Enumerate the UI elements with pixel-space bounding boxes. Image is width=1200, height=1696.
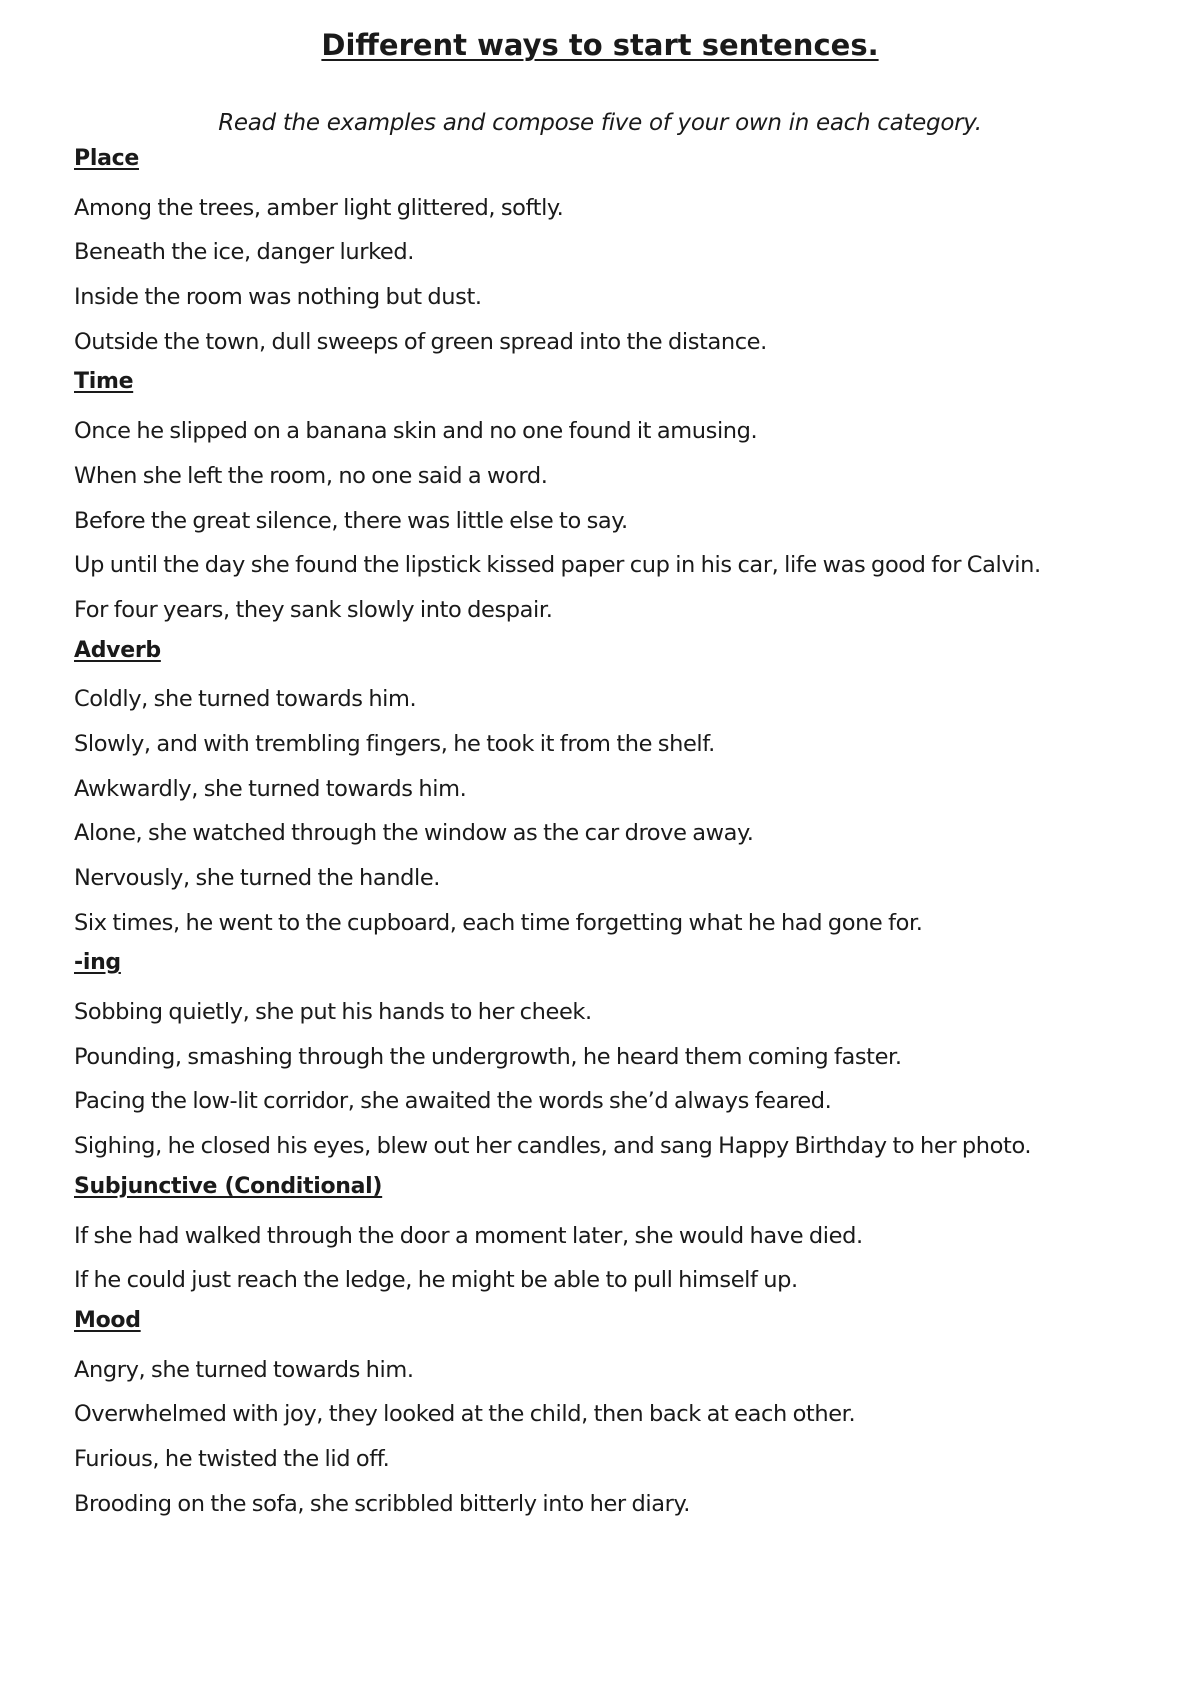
instructions: Read the examples and compose five of your own in each category. (218, 110, 982, 136)
section-heading: Adverb (74, 637, 161, 663)
example-sentence: Sighing, he closed his eyes, blew out her candles, and sang Happy Birthday to her photo. (74, 1133, 1032, 1160)
example-sentence: Beneath the ice, danger lurked. (74, 239, 414, 266)
example-sentence: Pacing the low-lit corridor, she awaited the words she’d always feared. (74, 1088, 832, 1115)
section-heading: Time (74, 369, 134, 395)
example-sentence: Angry, she turned towards him. (74, 1356, 414, 1383)
section-subjunctive (74, 1169, 1174, 1303)
example-sentence: Coldly, she turned towards him. (74, 686, 417, 713)
example-sentence: If she had walked through the door a moment later, she would have died. (74, 1222, 863, 1249)
section-heading: Subjunctive (Conditional) (74, 1173, 383, 1199)
section-ing (74, 945, 1174, 1168)
example-sentence: Furious, he twisted the lid off. (74, 1445, 390, 1472)
section-place (74, 141, 1174, 364)
example-sentence: Alone, she watched through the window as the car drove away. (74, 820, 754, 847)
section-mood (74, 1303, 1174, 1526)
sections-container (74, 141, 1174, 1526)
example-sentence: Inside the room was nothing but dust. (74, 284, 482, 311)
example-sentence: Pounding, smashing through the undergrowth, he heard them coming faster. (74, 1043, 902, 1070)
example-sentence: Once he slipped on a banana skin and no one found it amusing. (74, 418, 758, 445)
section-heading: Mood (74, 1307, 141, 1333)
page-title: Different ways to start sentences. (321, 28, 879, 62)
section-adverb (74, 633, 1174, 946)
example-sentence: Sobbing quietly, she put his hands to her cheek. (74, 999, 592, 1026)
example-sentence: Outside the town, dull sweeps of green spread into the distance. (74, 328, 767, 355)
example-sentence: Overwhelmed with joy, they looked at the child, then back at each other. (74, 1401, 856, 1428)
example-sentence: Six times, he went to the cupboard, each time forgetting what he had gone for. (74, 909, 923, 936)
example-sentence: Brooding on the sofa, she scribbled bitterly into her diary. (74, 1490, 690, 1517)
section-heading: Place (74, 146, 139, 171)
section-time (74, 364, 1174, 632)
example-sentence: If he could just reach the ledge, he might be able to pull himself up. (74, 1267, 798, 1294)
example-sentence: Up until the day she found the lipstick kissed paper cup in his car, life was good for Calvin. (74, 552, 1041, 579)
example-sentence: For four years, they sank slowly into despair. (74, 596, 553, 623)
example-sentence: When she left the room, no one said a word. (74, 462, 548, 489)
example-sentence: Slowly, and with trembling fingers, he took it from the shelf. (74, 730, 715, 757)
example-sentence: Among the trees, amber light glittered, softly. (74, 194, 564, 221)
example-sentence: Before the great silence, there was little else to say. (74, 507, 628, 534)
section-heading: -ing (74, 950, 121, 976)
example-sentence: Awkwardly, she turned towards him. (74, 775, 467, 802)
example-sentence: Nervously, she turned the handle. (74, 865, 441, 891)
